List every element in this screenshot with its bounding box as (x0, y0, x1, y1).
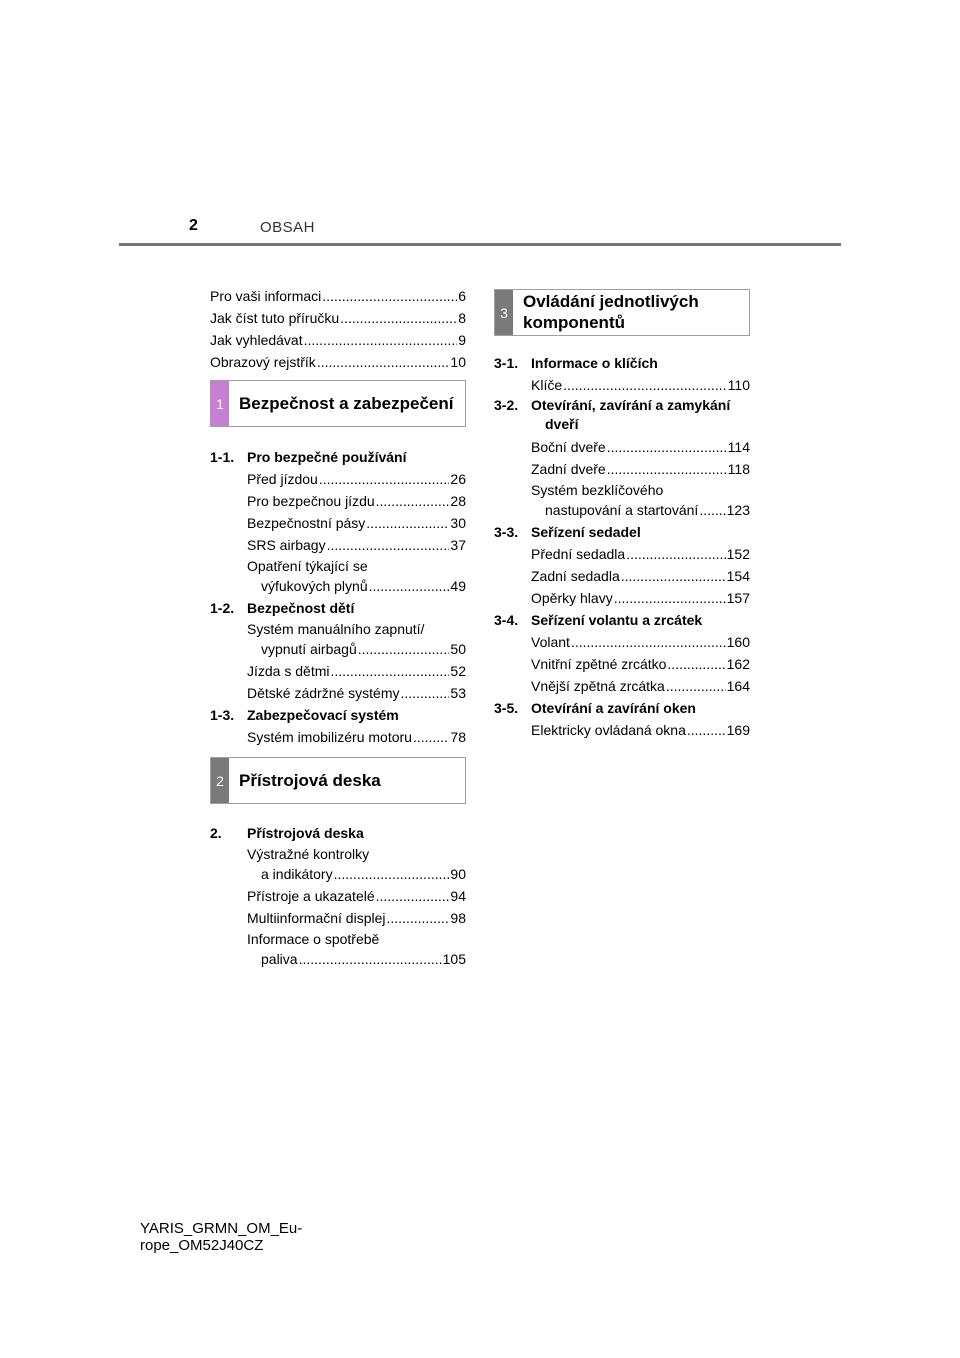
toc-entry[interactable]: Zadní dveře ..... 118 (494, 458, 750, 480)
toc-entry[interactable]: Pro vaši informaci ..... 6 (210, 285, 466, 307)
toc-entry[interactable]: Vnitřní zpětné zrcátko ..... 162 (494, 653, 750, 675)
header-rule (119, 243, 841, 246)
page-number: 2 (189, 217, 198, 234)
toc-entry[interactable]: Jak číst tuto příručku ..... 8 (210, 307, 466, 329)
toc-right-column (494, 289, 750, 741)
toc-entry[interactable]: Multiinformační displej ..... 98 (210, 907, 466, 929)
toc-entry[interactable]: Zadní sedadla ..... 154 (494, 565, 750, 587)
section-heading[interactable]: 1-2. Bezpečnost dětí (210, 600, 355, 616)
document-code: YARIS_GRMN_OM_Eu- rope_OM52J40CZ (140, 1220, 303, 1254)
toc-left-column (210, 285, 466, 970)
toc-entry[interactable]: Dětské zádržné systémy ..... 53 (210, 682, 466, 704)
toc-entry[interactable]: Jízda s dětmi ..... 52 (210, 660, 466, 682)
toc-entry[interactable]: Systém bezklíčového nastupování a startování ..... 123 (494, 480, 750, 521)
section-heading[interactable]: 1-1. Pro bezpečné používání (210, 449, 407, 465)
section-heading[interactable]: 2. Přístrojová deska (210, 825, 364, 841)
chapter-3-tab: 3 (495, 290, 513, 335)
section-heading[interactable]: 3-4. Seřízení volantu a zrcátek (494, 612, 703, 628)
toc-entry[interactable]: Systém manuálního zapnutí/ vypnutí airbagů ..... 50 (210, 619, 466, 660)
toc-entry[interactable]: Volant ..... 160 (494, 631, 750, 653)
toc-entry[interactable]: Vnější zpětná zrcátka ..... 164 (494, 675, 750, 697)
toc-entry[interactable]: Boční dveře ..... 114 (494, 436, 750, 458)
chapter-1-title: Bezpečnost a zabezpečení (239, 393, 454, 413)
toc-entry[interactable]: Přístroje a ukazatelé ..... 94 (210, 885, 466, 907)
toc-entry[interactable]: Opěrky hlavy ..... 157 (494, 587, 750, 609)
toc-entry[interactable]: Opatření týkající se výfukových plynů ..... 49 (210, 556, 466, 597)
toc-entry[interactable]: Informace o spotřebě paliva ..... 105 (210, 929, 466, 970)
toc-entry[interactable]: Přední sedadla ..... 152 (494, 543, 750, 565)
toc-entry[interactable]: SRS airbagy ..... 37 (210, 534, 466, 556)
section-heading[interactable]: 3-5. Otevírání a zavírání oken (494, 700, 696, 716)
chapter-3-title: Ovládání jednotlivých komponentů (523, 292, 699, 332)
toc-entry[interactable]: Elektricky ovládaná okna ..... 169 (494, 719, 750, 741)
section-heading[interactable]: 1-3. Zabezpečovací systém (210, 707, 399, 723)
toc-entry[interactable]: Výstražné kontrolky a indikátory ..... 90 (210, 844, 466, 885)
section-heading[interactable]: 3-3. Seřízení sedadel (494, 524, 641, 540)
toc-entry[interactable]: Před jízdou ..... 26 (210, 468, 466, 490)
section-heading[interactable]: 3-2. Otevírání, zavírání a zamykání dveří (494, 397, 731, 432)
toc-entry[interactable]: Systém imobilizéru motoru ..... 78 (210, 726, 466, 748)
toc-entry[interactable]: Jak vyhledávat ..... 9 (210, 329, 466, 351)
chapter-2-tab: 2 (211, 758, 229, 803)
chapter-2-box[interactable] (210, 757, 466, 804)
toc-entry[interactable]: Klíče ..... 110 (494, 374, 750, 396)
chapter-2-title: Přístrojová deska (239, 770, 381, 790)
toc-entry[interactable]: Obrazový rejstřík ..... 10 (210, 351, 466, 373)
section-heading[interactable]: 3-1. Informace o klíčích (494, 355, 658, 371)
toc-entry[interactable]: Pro bezpečnou jízdu ..... 28 (210, 490, 466, 512)
toc-entry[interactable]: Bezpečnostní pásy ..... 30 (210, 512, 466, 534)
page-title: OBSAH (260, 219, 316, 236)
chapter-3-box[interactable] (494, 289, 750, 336)
chapter-1-tab: 1 (211, 381, 229, 426)
chapter-1-box[interactable] (210, 380, 466, 427)
